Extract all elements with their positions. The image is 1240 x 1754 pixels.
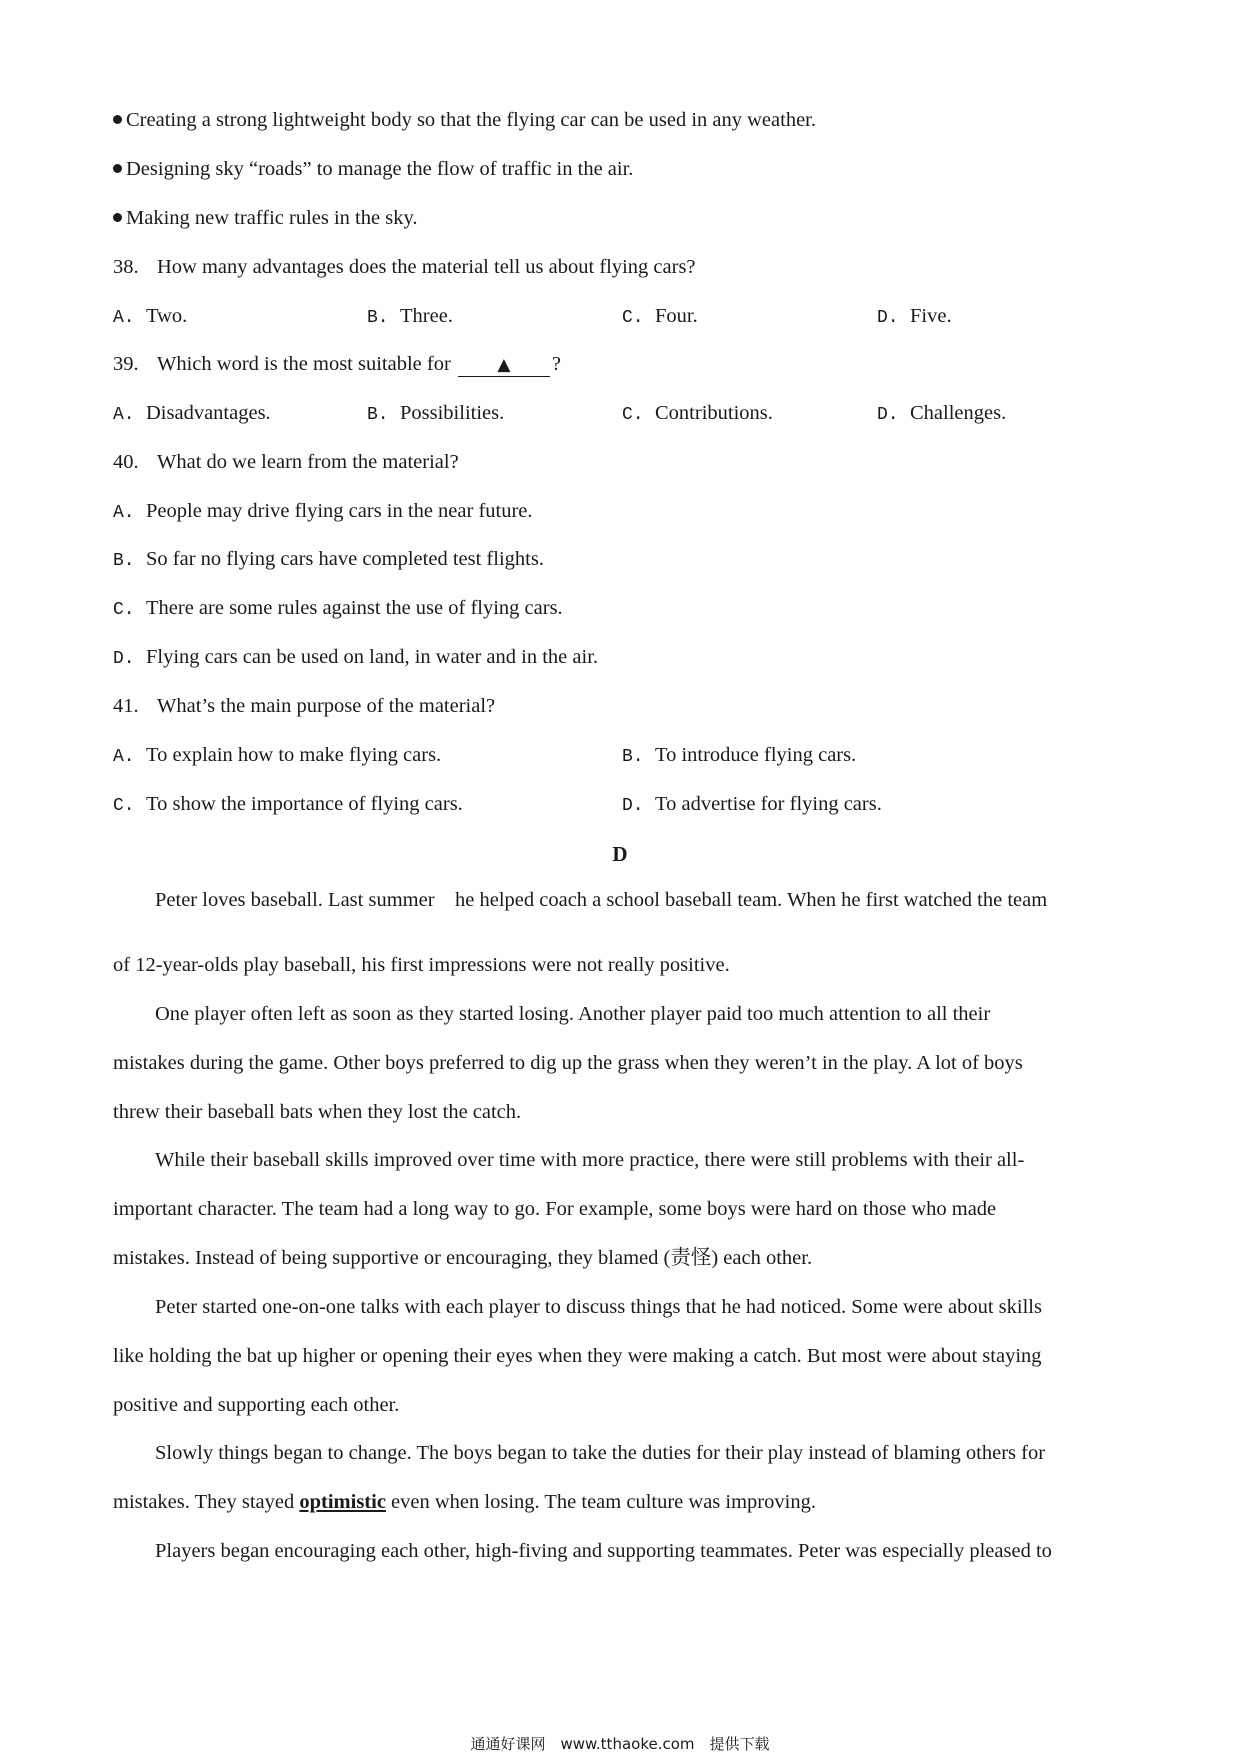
passage-line: Players began encouraging each other, high-fiving and supporting teammates. Peter was especially pleased to bbox=[155, 1540, 1052, 1562]
option-letter: C. bbox=[113, 600, 135, 620]
option-text: To introduce flying cars. bbox=[655, 744, 857, 766]
question-number: 39. bbox=[113, 353, 139, 375]
question-text: What’s the main purpose of the material? bbox=[157, 695, 496, 717]
question-text-end: ? bbox=[551, 353, 562, 375]
option-a bbox=[113, 306, 187, 327]
passage-line: Slowly things began to change. The boys began to take the duties for their play instead of blaming others for bbox=[155, 1442, 1046, 1464]
passage-line: While their baseball skills improved over time with more practice, there were still problems with their all- bbox=[155, 1149, 1025, 1171]
passage-line: mistakes during the game. Other boys preferred to dig up the grass when they weren’t in the play. A lot of boys bbox=[113, 1052, 1023, 1074]
option-letter: A. bbox=[113, 747, 135, 767]
option-b bbox=[622, 745, 856, 766]
section-title: D bbox=[612, 842, 628, 866]
question-38 bbox=[113, 257, 696, 278]
option-text: Flying cars can be used on land, in water and in the air. bbox=[146, 646, 599, 668]
option-letter: B. bbox=[367, 308, 389, 328]
bullet-text: Making new traffic rules in the sky. bbox=[126, 207, 418, 229]
option-d bbox=[877, 306, 952, 327]
option-letter: A. bbox=[113, 308, 135, 328]
option-a bbox=[113, 501, 533, 522]
underlined-word: optimistic bbox=[299, 1491, 386, 1513]
bullet-dot-icon bbox=[113, 115, 122, 124]
option-text: Possibilities. bbox=[400, 402, 505, 424]
answer-blank bbox=[458, 354, 550, 377]
passage-text: mistakes. They stayed bbox=[113, 1491, 295, 1513]
option-text: People may drive flying cars in the near future. bbox=[146, 500, 533, 522]
passage-line: Peter started one-on-one talks with each player to discuss things that he had noticed. Some were about skills bbox=[155, 1296, 1042, 1318]
bullet-dot-icon bbox=[113, 213, 122, 222]
option-letter: B. bbox=[113, 551, 135, 571]
option-a bbox=[113, 745, 441, 766]
option-letter: A. bbox=[113, 405, 135, 425]
option-text: Contributions. bbox=[655, 402, 773, 424]
option-letter: C. bbox=[622, 405, 644, 425]
option-text: Challenges. bbox=[910, 402, 1007, 424]
option-d bbox=[877, 403, 1006, 424]
question-number: 41. bbox=[113, 695, 139, 717]
passage-text: even when losing. The team culture was improving. bbox=[391, 1491, 816, 1513]
option-b bbox=[367, 403, 504, 424]
question-number: 40. bbox=[113, 451, 139, 473]
question-41 bbox=[113, 696, 495, 717]
option-text: To advertise for flying cars. bbox=[655, 793, 882, 815]
option-c bbox=[113, 598, 563, 619]
option-text: To show the importance of flying cars. bbox=[146, 793, 463, 815]
option-letter: D. bbox=[877, 308, 899, 328]
option-b bbox=[113, 549, 544, 570]
passage-line: One player often left as soon as they started losing. Another player paid too much attention to all their bbox=[155, 1003, 991, 1025]
bullet-text: Creating a strong lightweight body so that the flying car can be used in any weather. bbox=[126, 109, 816, 131]
bullet-dot-icon bbox=[113, 164, 122, 173]
option-text: Four. bbox=[655, 305, 698, 327]
option-b bbox=[367, 306, 453, 327]
option-letter: A. bbox=[113, 503, 135, 523]
option-letter: C. bbox=[622, 308, 644, 328]
triangle-icon: ▲ bbox=[497, 355, 511, 375]
question-text: How many advantages does the material tell us about flying cars? bbox=[157, 256, 696, 278]
option-text: Three. bbox=[400, 305, 453, 327]
option-a bbox=[113, 403, 271, 424]
passage-line: like holding the bat up higher or opening their eyes when they were making a catch. But most were about staying bbox=[113, 1345, 1042, 1367]
bullet-item bbox=[113, 110, 816, 131]
option-text: Two. bbox=[146, 305, 188, 327]
option-text: There are some rules against the use of flying cars. bbox=[146, 597, 563, 619]
option-letter: D. bbox=[113, 649, 135, 669]
option-c bbox=[622, 306, 698, 327]
option-letter: B. bbox=[367, 405, 389, 425]
bullet-item bbox=[113, 208, 417, 229]
passage-line: threw their baseball bats when they lost the catch. bbox=[113, 1101, 522, 1123]
option-letter: D. bbox=[622, 796, 644, 816]
passage-line: important character. The team had a long way to go. For example, some boys were hard on those who made bbox=[113, 1198, 997, 1220]
option-text: So far no flying cars have completed test flights. bbox=[146, 548, 544, 570]
option-letter: D. bbox=[877, 405, 899, 425]
question-number: 38. bbox=[113, 256, 139, 278]
passage-line: of 12-year-olds play baseball, his first impressions were not really positive. bbox=[113, 954, 730, 976]
option-text: Five. bbox=[910, 305, 952, 327]
passage-line bbox=[113, 1492, 816, 1513]
passage-line: Peter loves baseball. Last summer he helped coach a school baseball team. When he first watched the team bbox=[155, 889, 1048, 911]
passage-line: positive and supporting each other. bbox=[113, 1394, 400, 1416]
question-text: Which word is the most suitable for bbox=[157, 353, 451, 375]
option-d bbox=[622, 794, 882, 815]
option-text: Disadvantages. bbox=[146, 402, 271, 424]
page-footer: 通通好课网 www.tthaoke.com 提供下载 bbox=[470, 1735, 770, 1753]
passage-line: mistakes. Instead of being supportive or encouraging, they blamed (责怪) each other. bbox=[113, 1247, 813, 1269]
bullet-text: Designing sky “roads” to manage the flow of traffic in the air. bbox=[126, 158, 634, 180]
option-text: To explain how to make flying cars. bbox=[146, 744, 442, 766]
question-text: What do we learn from the material? bbox=[157, 451, 459, 473]
option-c bbox=[622, 403, 773, 424]
option-letter: C. bbox=[113, 796, 135, 816]
option-c bbox=[113, 794, 463, 815]
option-d bbox=[113, 647, 598, 668]
bullet-item bbox=[113, 159, 633, 180]
question-40 bbox=[113, 452, 459, 473]
question-39 bbox=[113, 354, 561, 377]
option-letter: B. bbox=[622, 747, 644, 767]
